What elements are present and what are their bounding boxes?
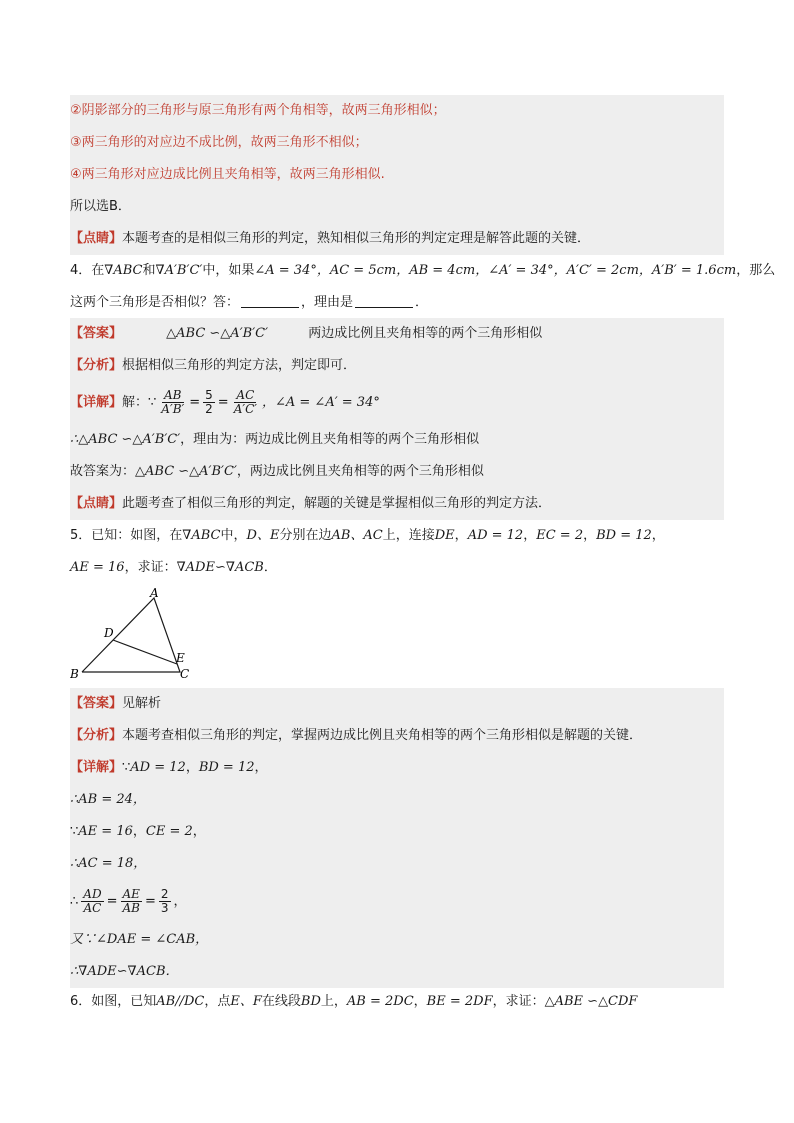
math: AE = 16 xyxy=(78,824,133,839)
math: ∇ABC xyxy=(104,263,143,278)
text: 4．在 xyxy=(70,263,105,278)
text: ． xyxy=(263,560,277,575)
math: ∇ADE∽∇ACB xyxy=(176,560,264,575)
text: 本题考查相似三角形的判定，掌握两边成比例且夹角相等的两个三角形相似是解题的关键． xyxy=(122,728,643,743)
math: ∠A = 34°，AC = 5cm，AB = 4cm，∠A′ = 34°，A′C′ = 2cm，A′B′ = 1.6cm xyxy=(254,263,737,278)
label-d: D xyxy=(104,626,114,640)
math: △ABC ∽△A′B′C′ xyxy=(135,464,237,479)
text: 这两个三角形是否相似？答： xyxy=(70,295,240,310)
math: ∴AC = 18， xyxy=(70,856,147,871)
text: 故答案为： xyxy=(70,464,136,479)
denominator: A′C′ xyxy=(233,402,257,416)
detail-5-line-5 xyxy=(70,880,724,924)
detail-5-line-2 xyxy=(70,784,724,816)
text: 两边成比例且夹角相等的两个三角形相似 xyxy=(308,326,543,341)
text: ， xyxy=(583,528,597,543)
text: 中，如果 xyxy=(202,263,255,278)
text: ④两三角形对应边成比例且夹角相等，故两三角形相似. xyxy=(70,167,385,182)
text: ，那么 xyxy=(736,263,776,278)
detail-5-line-3 xyxy=(70,816,724,848)
dianjing-tag: 【点睛】 xyxy=(70,231,123,246)
fraction xyxy=(120,888,141,914)
dianjing-tag: 【点睛】 xyxy=(70,496,123,511)
text: ， xyxy=(132,824,146,839)
text: ，求证： xyxy=(124,560,177,575)
detail-5-line-1 xyxy=(70,752,724,784)
fraction xyxy=(203,389,215,415)
text: ，理由是 xyxy=(301,295,354,310)
text: 此题考查了相似三角形的判定，解题的关键是掌握相似三角形的判定方法． xyxy=(122,496,552,511)
math: ，∠A = ∠A′ = 34° xyxy=(261,395,380,410)
text: 5．已知：如图，在 xyxy=(70,528,183,543)
text: ， xyxy=(651,528,665,543)
label-c: C xyxy=(180,667,190,681)
math: AE = 16 xyxy=(70,560,125,575)
text: 和 xyxy=(142,263,156,278)
numerator: AE xyxy=(122,887,140,902)
text: 6．如图，已知 xyxy=(70,994,157,1009)
text: ， xyxy=(173,894,187,909)
text: ③两三角形的对应边不成比例，故两三角形不相似； xyxy=(70,135,368,150)
conclusion-4 xyxy=(70,424,724,456)
reason-blank xyxy=(355,293,413,308)
question-4-line-1 xyxy=(70,255,776,287)
math: E、F xyxy=(230,994,262,1009)
label-e: E xyxy=(176,651,185,665)
math: ∴△ABC ∽△A′B′C′ xyxy=(70,432,181,447)
equals: = xyxy=(189,395,201,410)
math: ∇ABC xyxy=(182,528,221,543)
numerator: 2 xyxy=(160,887,169,902)
math: ∴AB = 24， xyxy=(70,792,146,807)
math: AB = 2DC xyxy=(346,994,414,1009)
detail-5-line-6 xyxy=(70,924,724,956)
denominator: AC xyxy=(83,901,102,915)
math: ∴∇ADE∽∇ACB． xyxy=(70,964,179,979)
math: △ABC ∽△A′B′C′ xyxy=(166,326,269,341)
numerator: 5 xyxy=(205,388,213,403)
question-5-line-2 xyxy=(70,552,724,584)
text: 见解析 xyxy=(122,696,162,711)
text: ，理由为：两边成比例且夹角相等的两个三角形相似 xyxy=(180,432,480,447)
answer-4 xyxy=(70,318,724,350)
denominator: AB xyxy=(122,901,140,915)
question-6 xyxy=(70,986,724,1018)
analysis-5 xyxy=(70,720,724,752)
math: BD = 12 xyxy=(596,528,652,543)
detail-5-line-4 xyxy=(70,848,724,880)
text: ∵ xyxy=(70,824,79,839)
fraction xyxy=(81,888,103,914)
text: 本题考查的是相似三角形的判定，熟知相似三角形的判定定理是解答此题的关键． xyxy=(122,231,591,246)
final-answer-4 xyxy=(70,456,724,488)
numerator: AD xyxy=(83,887,102,902)
fraction xyxy=(159,389,186,415)
text: ，点 xyxy=(204,994,231,1009)
answer-tag: 【答案】 xyxy=(70,326,123,341)
text: ， xyxy=(185,760,199,775)
text: 根据相似三角形的判定方法，判定即可． xyxy=(122,358,357,373)
solution-line-2 xyxy=(70,95,724,127)
text: 所以选B． xyxy=(70,199,131,214)
math: AD = 12 xyxy=(467,528,524,543)
text: ∴ xyxy=(70,894,79,909)
text: 中， xyxy=(220,528,247,543)
math: AB、AC xyxy=(331,528,383,543)
solution-line-4 xyxy=(70,159,724,191)
equals: = xyxy=(144,894,156,909)
segment-de xyxy=(113,640,177,664)
text: 在线段 xyxy=(261,994,301,1009)
text: ， xyxy=(192,824,206,839)
equals: = xyxy=(217,395,229,410)
numerator: AB xyxy=(164,388,182,403)
triangle-figure xyxy=(70,585,200,685)
text: 上， xyxy=(320,994,347,1009)
text: ， xyxy=(523,528,537,543)
math: BE = 2DF xyxy=(426,994,493,1009)
detail-tag: 【详解】 xyxy=(70,760,123,775)
detail-5-line-7 xyxy=(70,956,724,988)
solution-line-3 xyxy=(70,127,724,159)
text: ． xyxy=(415,295,429,310)
label-a: A xyxy=(150,586,159,600)
math: △ABE ∽△CDF xyxy=(544,994,638,1009)
math: BD = 12 xyxy=(198,760,255,775)
text: ，求证： xyxy=(492,994,545,1009)
analysis-4 xyxy=(70,350,724,382)
equals: = xyxy=(106,894,118,909)
math: ∇A′B′C′ xyxy=(155,263,203,278)
label-b: B xyxy=(70,667,79,681)
text: ， xyxy=(454,528,468,543)
text: ∵ xyxy=(122,760,131,775)
math: EC = 2 xyxy=(536,528,584,543)
text: 分别在边 xyxy=(279,528,332,543)
detail-tag: 【详解】 xyxy=(70,395,123,410)
question-4-line-2 xyxy=(70,287,724,319)
fraction xyxy=(159,888,171,914)
answer-blank xyxy=(241,293,299,308)
fraction xyxy=(232,389,259,415)
dianjing-line-3 xyxy=(70,223,724,255)
question-5-line-1 xyxy=(70,520,724,552)
text: ， xyxy=(413,994,427,1009)
math: D、E xyxy=(246,528,280,543)
denominator: 2 xyxy=(205,402,213,416)
analysis-tag: 【分析】 xyxy=(70,728,123,743)
text: ， xyxy=(254,760,268,775)
math: BD xyxy=(300,994,321,1009)
math: AD = 12 xyxy=(130,760,186,775)
text: 解：∵ xyxy=(122,395,157,410)
answer-tag: 【答案】 xyxy=(70,696,123,711)
dianjing-4 xyxy=(70,488,724,520)
triangle-abc xyxy=(82,598,180,672)
denominator: A′B′ xyxy=(161,402,185,416)
text: ②阴影部分的三角形与原三角形有两个角相等，故两三角形相似； xyxy=(70,103,446,118)
analysis-tag: 【分析】 xyxy=(70,358,123,373)
math: CE = 2 xyxy=(145,824,193,839)
numerator: AC xyxy=(236,388,255,403)
detail-4 xyxy=(70,382,724,424)
math: DE xyxy=(434,528,455,543)
solution-conclusion xyxy=(70,191,724,223)
math: 又∵∠DAE = ∠CAB， xyxy=(70,932,209,947)
math: AB//DC xyxy=(156,994,205,1009)
denominator: 3 xyxy=(160,901,169,915)
answer-5 xyxy=(70,688,724,720)
text: ，两边成比例且夹角相等的两个三角形相似 xyxy=(236,464,484,479)
text: 上，连接 xyxy=(382,528,435,543)
